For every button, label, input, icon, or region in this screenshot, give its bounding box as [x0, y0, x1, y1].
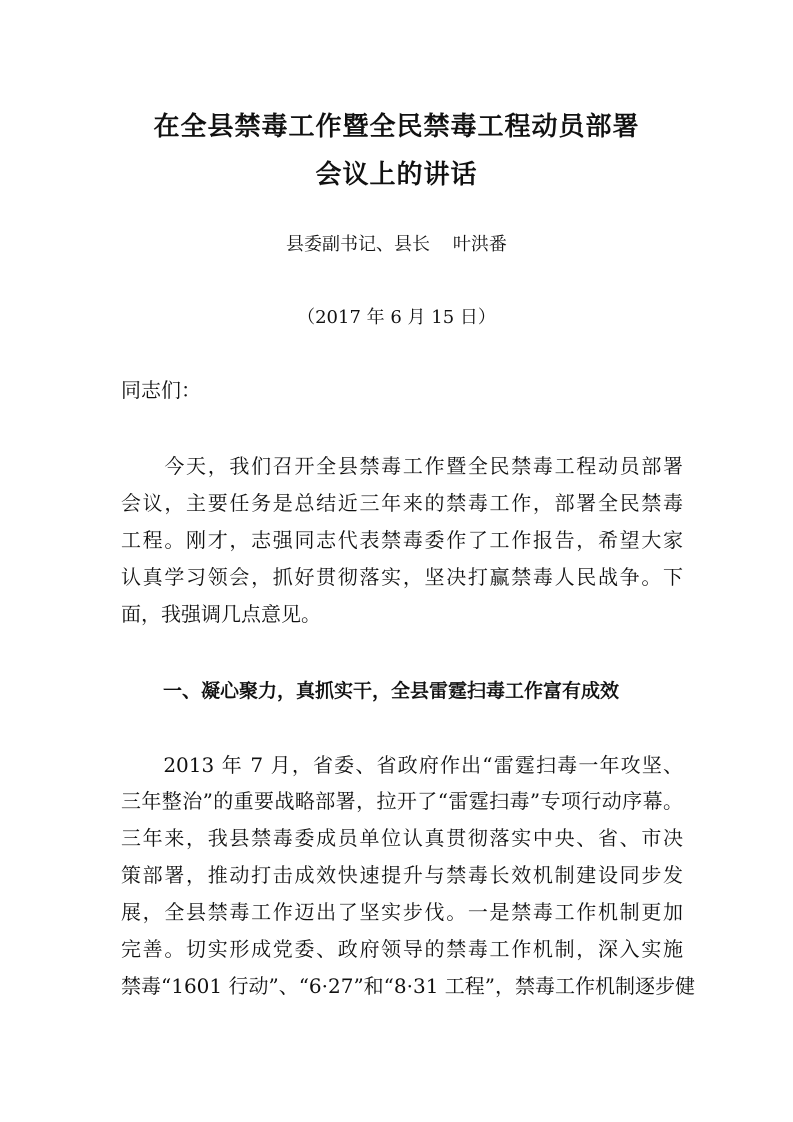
paragraph-line: 三年来，我县禁毒委成员单位认真贯彻落实中央、省、市决 [121, 826, 683, 850]
document-title-line-1: 在全县禁毒工作暨全民禁毒工程动员部署 [153, 112, 640, 142]
paragraph-line: 策部署，推动打击成效快速提升与禁毒长效机制建设同步发 [121, 863, 683, 887]
paragraph-line: 认真学习领会，抓好贯彻落实，坚决打赢禁毒人民战争。下 [121, 565, 683, 589]
greeting: 同志们： [121, 378, 201, 402]
date-line: （2017 年 6 月 15 日） [297, 307, 496, 328]
paragraph-line: 会议，主要任务是总结近三年来的禁毒工作，部署全民禁毒 [121, 491, 683, 515]
paragraph-line: 展，全县禁毒工作迈出了坚实步伐。一是禁毒工作机制更加 [121, 900, 683, 924]
paragraph-line: 三年整治”的重要战略部署，拉开了“雷霆扫毒”专项行动序幕。 [121, 789, 683, 813]
author-line: 县委副书记、县长 叶洪番 [286, 234, 507, 255]
paragraph-line: 禁毒“1601 行动”、“6·27”和“8·31 工程”，禁毒工作机制逐步健 [121, 974, 696, 998]
section-heading: 一、凝心聚力，真抓实干，全县雷霆扫毒工作富有成效 [163, 680, 620, 702]
paragraph-line: 工程。刚才，志强同志代表禁毒委作了工作报告，希望大家 [121, 528, 683, 552]
document-title-line-2: 会议上的讲话 [315, 160, 478, 190]
paragraph-line: 今天，我们召开全县禁毒工作暨全民禁毒工程动员部署 [121, 454, 683, 478]
paragraph-line: 面，我强调几点意见。 [121, 602, 321, 626]
paragraph-line: 完善。切实形成党委、政府领导的禁毒工作机制，深入实施 [121, 937, 683, 961]
paragraph-line: 2013 年 7 月，省委、省政府作出“雷霆扫毒一年攻坚、 [121, 753, 683, 777]
